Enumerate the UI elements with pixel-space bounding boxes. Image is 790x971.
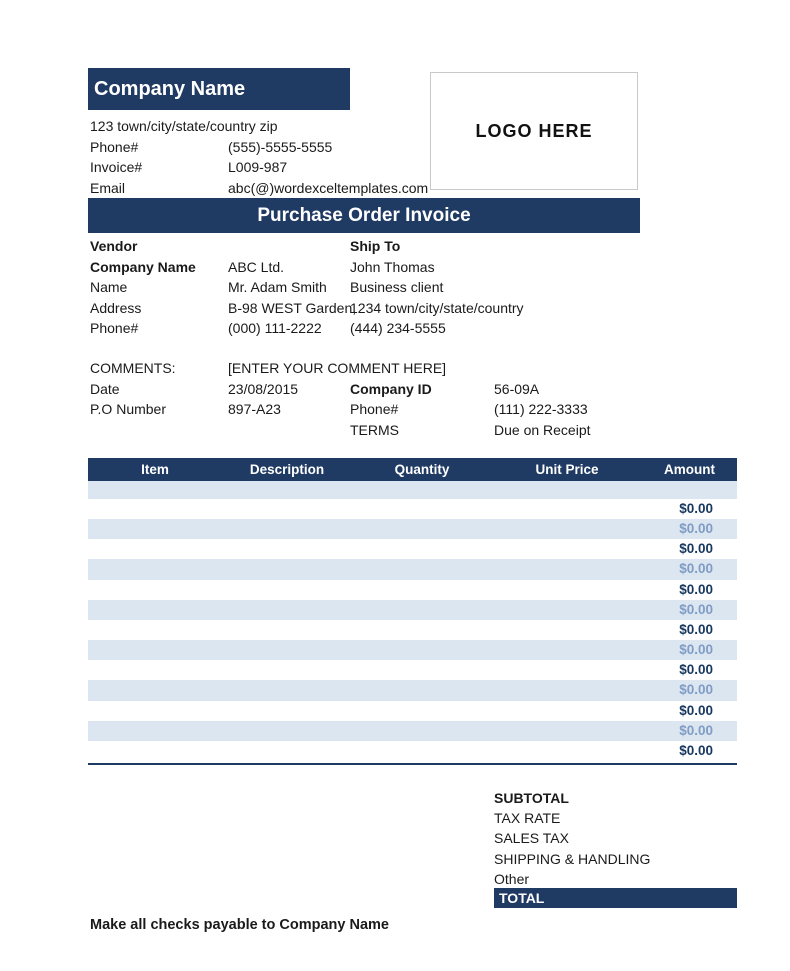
column-header-description: Description xyxy=(249,462,325,477)
vendor-phone-value[interactable]: (000) 111-2222 xyxy=(228,320,322,336)
empty-cell[interactable] xyxy=(492,580,642,600)
meta-phone-value[interactable]: (111) 222-3333 xyxy=(494,401,588,417)
empty-cell[interactable] xyxy=(492,600,642,620)
empty-cell[interactable] xyxy=(88,741,222,761)
empty-cell[interactable] xyxy=(222,481,352,499)
date-label: Date xyxy=(90,380,120,397)
empty-cell[interactable] xyxy=(222,620,352,640)
po-number-value[interactable]: 897-A23 xyxy=(228,401,281,417)
column-header-quantity: Quantity xyxy=(394,462,450,477)
vendor-address-label: Address xyxy=(90,299,142,316)
empty-cell[interactable] xyxy=(352,499,492,519)
empty-cell[interactable] xyxy=(88,701,222,721)
table-row[interactable] xyxy=(88,620,737,640)
empty-cell[interactable] xyxy=(492,519,642,539)
empty-cell[interactable] xyxy=(88,580,222,600)
empty-cell[interactable] xyxy=(222,539,352,559)
amount-cell[interactable]: $0.00 xyxy=(679,722,713,738)
total-bar: TOTAL xyxy=(494,888,737,908)
amount-cell[interactable]: $0.00 xyxy=(679,581,713,597)
invoice-number-row xyxy=(90,157,450,178)
empty-cell[interactable] xyxy=(492,481,642,499)
empty-cell[interactable] xyxy=(88,539,222,559)
company-address: 123 town/city/state/country zip xyxy=(90,118,278,134)
empty-cell[interactable] xyxy=(492,660,642,680)
empty-cell[interactable] xyxy=(222,741,352,761)
subtotal-label: SUBTOTAL xyxy=(494,790,569,806)
amount-cell[interactable]: $0.00 xyxy=(679,682,713,698)
company-phone-label: Phone# xyxy=(90,138,139,155)
empty-cell[interactable] xyxy=(352,580,492,600)
other-label: Other xyxy=(494,870,530,887)
empty-cell[interactable] xyxy=(222,580,352,600)
vendor-labels-column xyxy=(90,236,196,339)
table-row[interactable] xyxy=(88,499,737,519)
empty-cell[interactable] xyxy=(88,680,222,700)
amount-cell[interactable]: $0.00 xyxy=(679,561,713,577)
company-phone-row xyxy=(90,137,450,158)
vendor-company-label: Company Name xyxy=(90,258,196,275)
empty-cell[interactable] xyxy=(88,660,222,680)
shipping-handling-label: SHIPPING & HANDLING xyxy=(494,850,651,867)
empty-cell[interactable] xyxy=(492,499,642,519)
empty-cell[interactable] xyxy=(352,741,492,761)
empty-cell[interactable] xyxy=(352,660,492,680)
empty-cell[interactable] xyxy=(352,539,492,559)
company-name-header: Company Name xyxy=(88,68,350,110)
empty-cell[interactable] xyxy=(222,559,352,579)
amount-cell[interactable]: $0.00 xyxy=(679,541,713,557)
ship-to-address[interactable]: 1234 town/city/state/country xyxy=(350,299,524,316)
vendor-name-label: Name xyxy=(90,279,128,295)
tax-rate-label: TAX RATE xyxy=(494,810,561,827)
vendor-name-value[interactable]: Mr. Adam Smith xyxy=(228,279,327,295)
empty-cell[interactable] xyxy=(88,620,222,640)
ship-to-heading: Ship To xyxy=(350,238,401,254)
amount-cell[interactable]: $0.00 xyxy=(679,642,713,658)
totals-block xyxy=(494,788,737,889)
date-value[interactable]: 23/08/2015 xyxy=(228,380,299,397)
vendor-phone-label: Phone# xyxy=(90,320,139,336)
table-row[interactable] xyxy=(88,481,737,499)
company-email-row xyxy=(90,178,450,199)
meta-labels-column xyxy=(90,358,176,420)
table-row[interactable] xyxy=(88,721,737,741)
column-header-item: Item xyxy=(141,462,169,477)
terms-value[interactable]: Due on Receipt xyxy=(494,421,591,438)
table-row[interactable] xyxy=(88,580,737,600)
invoice-number-label: Invoice# xyxy=(90,159,143,175)
company-phone-value[interactable]: (555)-5555-5555 xyxy=(228,138,333,155)
meta-values-column-2 xyxy=(494,358,591,440)
amount-cell[interactable]: $0.00 xyxy=(679,621,713,637)
table-row[interactable] xyxy=(88,640,737,660)
checks-payable-note: Make all checks payable to Company Name xyxy=(90,917,389,933)
amount-cell[interactable]: $0.00 xyxy=(679,662,713,678)
amount-cell[interactable]: $0.00 xyxy=(679,742,713,758)
empty-cell[interactable] xyxy=(492,559,642,579)
vendor-company-value[interactable]: ABC Ltd. xyxy=(228,258,285,275)
meta-labels-column-2 xyxy=(350,358,432,440)
empty-cell[interactable] xyxy=(222,499,352,519)
ship-to-type[interactable]: Business client xyxy=(350,279,444,295)
comments-label: COMMENTS: xyxy=(90,360,176,376)
company-email-label: Email xyxy=(90,179,126,196)
table-row[interactable] xyxy=(88,600,737,620)
table-row[interactable] xyxy=(88,680,737,700)
empty-cell[interactable] xyxy=(352,620,492,640)
empty-cell[interactable] xyxy=(222,701,352,721)
empty-cell[interactable] xyxy=(352,701,492,721)
table-row[interactable] xyxy=(88,701,737,721)
empty-cell[interactable] xyxy=(222,721,352,741)
spacer xyxy=(228,236,356,257)
amount-cell[interactable]: $0.00 xyxy=(679,521,713,537)
empty-cell[interactable] xyxy=(88,499,222,519)
meta-phone-label: Phone# xyxy=(350,401,399,417)
amount-cell[interactable]: $0.00 xyxy=(679,501,713,516)
comments-value[interactable]: [ENTER YOUR COMMENT HERE] xyxy=(228,360,447,376)
spacer xyxy=(494,358,591,379)
empty-cell[interactable] xyxy=(352,680,492,700)
empty-cell[interactable] xyxy=(352,600,492,620)
table-row[interactable] xyxy=(88,741,737,761)
empty-cell[interactable] xyxy=(492,620,642,640)
spacer xyxy=(350,358,432,379)
vendor-heading: Vendor xyxy=(90,238,138,254)
company-email-value[interactable]: abc(@)wordexceltemplates.com xyxy=(228,179,429,196)
vendor-address-value[interactable]: B-98 WEST Garden, xyxy=(228,299,357,316)
items-table-body xyxy=(88,481,737,761)
column-header-unit-price: Unit Price xyxy=(535,462,599,477)
logo-placeholder[interactable]: LOGO HERE xyxy=(430,72,638,190)
empty-cell[interactable] xyxy=(352,519,492,539)
ship-to-phone[interactable]: (444) 234-5555 xyxy=(350,320,446,336)
empty-cell[interactable] xyxy=(222,640,352,660)
amount-cell[interactable]: $0.00 xyxy=(679,601,713,617)
items-table-header xyxy=(88,458,737,481)
table-row[interactable] xyxy=(88,519,737,539)
empty-cell[interactable] xyxy=(492,680,642,700)
empty-cell[interactable] xyxy=(492,701,642,721)
company-info-block xyxy=(90,116,450,198)
empty-cell[interactable] xyxy=(222,680,352,700)
table-row[interactable] xyxy=(88,559,737,579)
table-row[interactable] xyxy=(88,539,737,559)
empty-cell[interactable] xyxy=(492,741,642,761)
vendor-values-column xyxy=(228,236,356,339)
empty-cell[interactable] xyxy=(352,481,492,499)
amount-cell[interactable] xyxy=(642,481,737,499)
empty-cell[interactable] xyxy=(492,640,642,660)
amount-cell[interactable]: $0.00 xyxy=(679,702,713,718)
sales-tax-label: SALES TAX xyxy=(494,830,569,847)
empty-cell[interactable] xyxy=(222,519,352,539)
ship-to-name[interactable]: John Thomas xyxy=(350,258,435,275)
ship-to-column xyxy=(350,236,524,339)
invoice-number-value[interactable]: L009-987 xyxy=(228,159,288,175)
company-id-value[interactable]: 56-09A xyxy=(494,380,540,397)
document-title: Purchase Order Invoice xyxy=(88,198,640,233)
company-id-label: Company ID xyxy=(350,380,432,397)
empty-cell[interactable] xyxy=(88,600,222,620)
table-row[interactable] xyxy=(88,660,737,680)
empty-cell[interactable] xyxy=(222,660,352,680)
terms-label: TERMS xyxy=(350,421,399,438)
empty-cell[interactable] xyxy=(88,559,222,579)
empty-cell[interactable] xyxy=(88,481,222,499)
empty-cell[interactable] xyxy=(352,640,492,660)
empty-cell[interactable] xyxy=(492,539,642,559)
column-header-amount: Amount xyxy=(664,462,715,477)
empty-cell[interactable] xyxy=(492,721,642,741)
empty-cell[interactable] xyxy=(88,721,222,741)
table-bottom-border xyxy=(88,763,737,765)
empty-cell[interactable] xyxy=(88,519,222,539)
po-number-label: P.O Number xyxy=(90,401,166,417)
empty-cell[interactable] xyxy=(352,559,492,579)
empty-cell[interactable] xyxy=(222,600,352,620)
empty-cell[interactable] xyxy=(352,721,492,741)
empty-cell[interactable] xyxy=(88,640,222,660)
